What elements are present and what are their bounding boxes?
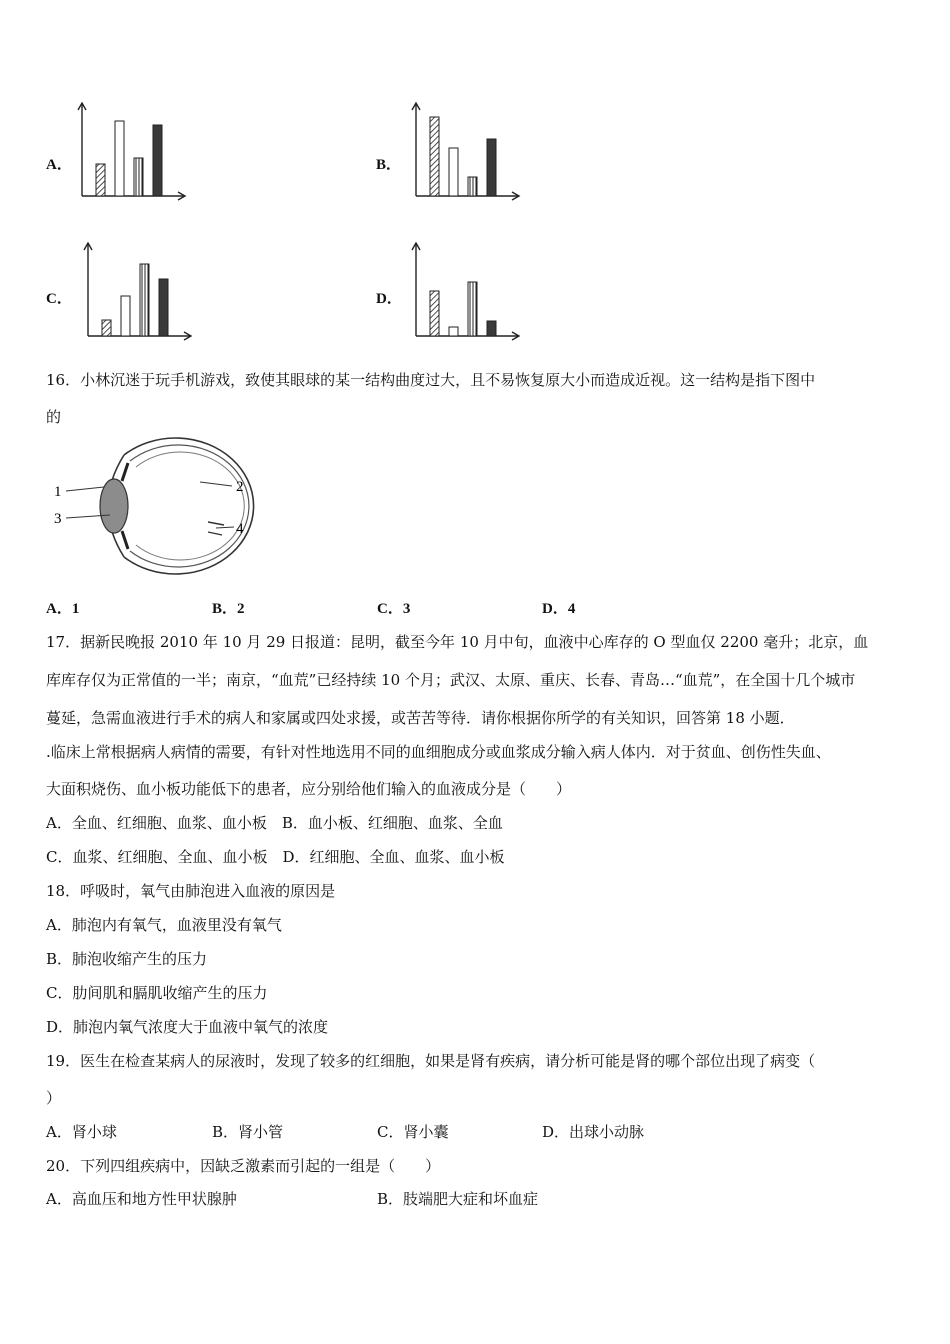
q17-stem-line1: 17．据新民晚报 2010 年 10 月 29 日报道：昆明，截至今年 10 月中旬，血液中心库存的 O 型血仅 2200 毫升；北京，血 bbox=[46, 633, 869, 651]
q20-option-b[interactable]: B．肢端肥大症和坏血症 bbox=[377, 1190, 539, 1208]
bar-2-white bbox=[449, 148, 458, 196]
q16-stem-line2: 的 bbox=[46, 408, 62, 426]
eye-label-3: 3 bbox=[54, 511, 62, 527]
option-d-label: D． bbox=[376, 291, 402, 307]
bar-1-hatched bbox=[430, 117, 439, 196]
eye-label-1: 1 bbox=[54, 484, 62, 500]
q16-option-b[interactable]: B．2 bbox=[212, 601, 245, 617]
q19-option-a[interactable]: A．肾小球 bbox=[46, 1123, 117, 1141]
q18-option-c[interactable]: C．肋间肌和膈肌收缩产生的压力 bbox=[46, 984, 268, 1002]
option-c-chart bbox=[78, 240, 198, 342]
q19-option-c[interactable]: C．肾小囊 bbox=[377, 1123, 449, 1141]
option-a-chart bbox=[72, 100, 192, 202]
eye-label-2: 2 bbox=[236, 479, 244, 495]
eye-diagram bbox=[52, 435, 262, 575]
option-b-label: B． bbox=[376, 157, 402, 173]
bar-4-dark bbox=[487, 321, 496, 336]
q18-stem: 18．呼吸时，氧气由肺泡进入血液的原因是 bbox=[46, 882, 336, 900]
bar-4-dark bbox=[487, 139, 496, 196]
q18-option-d[interactable]: D．肺泡内氧气浓度大于血液中氧气的浓度 bbox=[46, 1018, 329, 1036]
q19-option-b[interactable]: B．肾小管 bbox=[212, 1123, 284, 1141]
option-d-chart bbox=[406, 240, 526, 342]
q16-option-c[interactable]: C．3 bbox=[377, 601, 411, 617]
q18-option-b[interactable]: B．肺泡收缩产生的压力 bbox=[46, 950, 208, 968]
bar-4-dark bbox=[159, 279, 168, 336]
bar-1-hatched bbox=[102, 320, 111, 336]
q20-stem: 20．下列四组疾病中，因缺乏激素而引起的一组是（ ） bbox=[46, 1157, 441, 1175]
bar-3-striped bbox=[134, 158, 143, 196]
bar-3-striped bbox=[468, 282, 477, 336]
bar-2-white bbox=[449, 327, 458, 336]
option-a-label: A． bbox=[46, 157, 72, 173]
q19-stem-line1: 19．医生在检查某病人的尿液时，发现了较多的红细胞，如果是肾有疾病，请分析可能是肾的哪个部位出现了病变（ bbox=[46, 1052, 816, 1070]
option-c-label: C． bbox=[46, 291, 72, 307]
bar-3-striped bbox=[468, 177, 477, 196]
q19-stem-line2: ） bbox=[46, 1089, 62, 1107]
q17-options-ab[interactable]: A．全血、红细胞、血浆、血小板 B．血小板、红细胞、血浆、全血 bbox=[46, 814, 503, 832]
q17-stem-line5: 大面积烧伤、血小板功能低下的患者，应分别给他们输入的血液成分是（ ） bbox=[46, 780, 572, 798]
q17-stem-line2: 库库存仅为正常值的一半；南京，“血荒”已经持续 10 个月；武汉、太原、重庆、长春、青岛…“血荒”，在全国十几个城市 bbox=[46, 671, 856, 689]
bar-1-hatched bbox=[430, 291, 439, 336]
bar-1-hatched bbox=[96, 164, 105, 196]
q18-option-a[interactable]: A．肺泡内有氧气，血液里没有氧气 bbox=[46, 916, 282, 934]
q17-stem-line3: 蔓延，急需血液进行手术的病人和家属或四处求援，或苦苦等待．请你根据你所学的有关知识，回答第 18 小题． bbox=[46, 709, 795, 727]
q17-options-cd[interactable]: C．血浆、红细胞、全血、血小板 D．红细胞、全血、血浆、血小板 bbox=[46, 848, 505, 866]
q16-option-a[interactable]: A．1 bbox=[46, 601, 80, 617]
q16-option-d[interactable]: D．4 bbox=[542, 601, 576, 617]
q17-stem-line4: .临床上常根据病人病情的需要，有针对性地选用不同的血细胞成分或血浆成分输入病人体内．对于贫血、创伤性失血、 bbox=[46, 743, 831, 761]
bar-4-dark bbox=[153, 125, 162, 196]
q16-stem-line1: 16．小林沉迷于玩手机游戏，致使其眼球的某一结构曲度过大，且不易恢复原大小而造成近视。这一结构是指下图中 bbox=[46, 371, 816, 389]
bar-3-striped bbox=[140, 264, 149, 336]
q19-option-d[interactable]: D．出球小动脉 bbox=[542, 1123, 645, 1141]
option-b-chart bbox=[406, 100, 526, 202]
bar-2-white bbox=[121, 296, 130, 336]
q20-option-a[interactable]: A．高血压和地方性甲状腺肿 bbox=[46, 1190, 237, 1208]
eye-label-4: 4 bbox=[236, 521, 244, 537]
bar-2-white bbox=[115, 121, 124, 196]
